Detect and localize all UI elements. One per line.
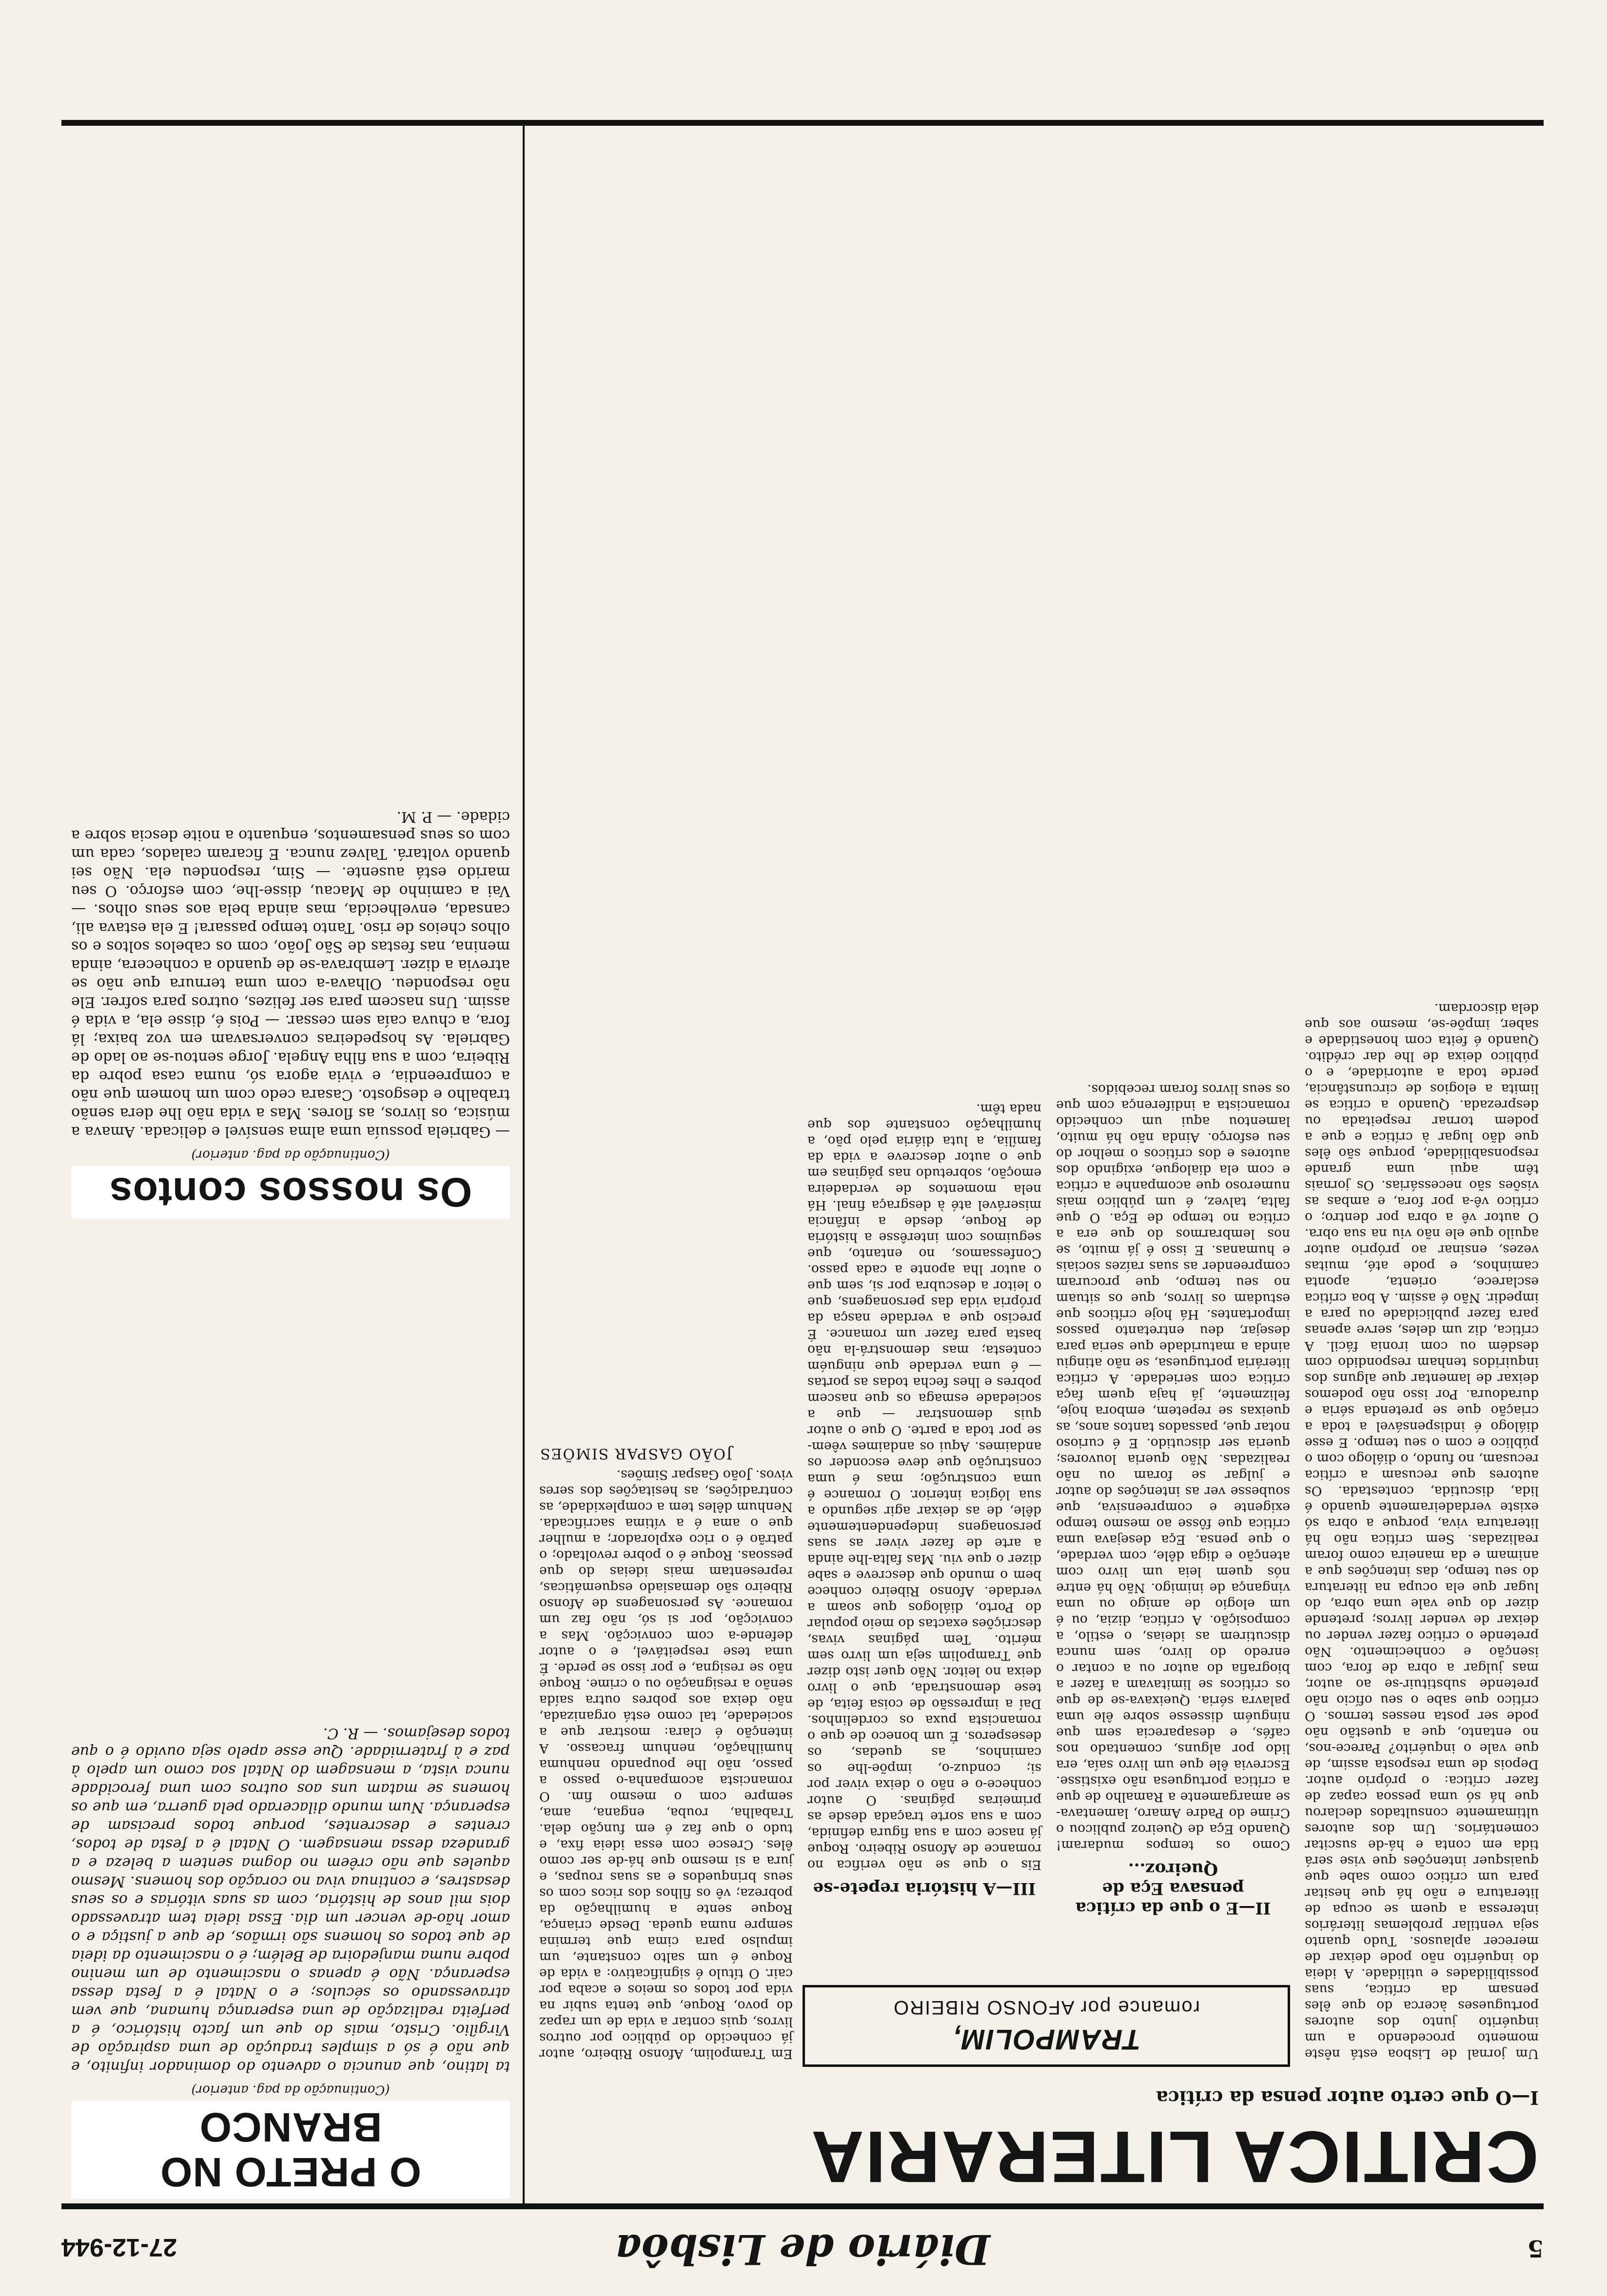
preto-no-branco-article [66,1233,510,2199]
critica-text-2: Como os tempos mudaram! Quando Eça de Queiroz publicou o Crime do Padre Amaro, lamentava-se amargamente a Ramalho de que a crítica portuguesa não existisse. Escrevia êle que um livro saía, era lido por alguns, comentado nos cafés, e desaparecia sem que ninguém dissesse sobre êle uma palavra séria. Queixava-se de que os críticos se limitavam a fazer a biografia do autor ou a contar o enredo do livro, sem nunca discutirem as ideias, o estilo, a composição. A crítica, dizia, ou é um elogio de amigo ou uma vingança de inimigo. Não há entre nós quem leia um livro com atenção e diga dêle, com verdade, o que pensa. Eça desejava uma crítica que fôsse ao mesmo tempo exigente e compreensiva, que soubesse ver as intenções do autor e julgar se foram ou não realizadas. Não queria louvores; queria ser discutido. E é curioso notar que, passados tantos anos, as queixas se repetem, embora hoje, felizmente, já haja quem faça crítica com seriedade. A crítica literária portuguesa, se não atingiu ainda a maturidade que seria para desejar, deu entretanto passos importantes. Há hoje críticos que estudam os livros, que os situam no seu tempo, que procuram compreender as suas raízes sociais e humanas. E isso é já muito, se nos lembrarmos do que era a crítica no tempo de Eça. O que falta, talvez, é um público mais numeroso que acompanhe a crítica e com ela dialogue, exigindo dos autores e dos críticos o melhor do seu esforço. Ainda não há muito, lamentou aqui um conhecido romancista a indiferença com que os seus livros foram recebidos. [1052,1082,1290,1853]
masthead [61,2213,1544,2277]
critica-column-2 [1052,122,1290,1926]
critica-header [534,2052,1539,2199]
book-box-wrapper [803,1921,1290,2067]
subhead-historia: III—A história repete-se [813,1879,1036,1898]
critica-text-3: Eis o que se não verifica no romance de Afonso Ribeiro. Roque já nasce com a sua figura definida, com a sua sorte traçada desde as primeiras páginas. O autor conhece-o e não o deixa viver por si; conduz-o, impõe-lhe os caminhos, as quedas, os desesperos. É um boneco de que o romancista puxa os cordelinhos. Daí a impressão de coisa feita, de tese demonstrada, que o livro deixa no leitor. Não quer isto dizer que Trampolim seja um livro sem mérito. Tem páginas vivas, descrições exactas do meio popular do Porto, diálogos que soam a verdade. Afonso Ribeiro conhece bem o mundo que descreve e sabe dizer o que viu. Mas falta-lhe ainda a arte de fazer viver as suas personagens independentemente dêle, de as deixar agir segundo a sua lógica interior. O romance é uma construção; mas é uma construção que deve esconder os andaimes. Aqui os andaimes vêem-se por toda a parte. O que o autor quis demonstrar — que a sociedade esmaga os que nascem pobres e lhes fecha todas as portas — é uma verdade que ninguém contesta; mas demonstrá-la não basta para fazer um romance. É preciso que a verdade nasça da própria vida das personagens, que o leitor a descubra por si, sem que o autor lha aponte a cada passo. Confessamos, no entanto, que seguimos com interêsse a história de Roque, desde a infância miserável até à desgraça final. Há nela momentos de verdadeira emoção, sobretudo nas páginas em que o autor descreve a vida da família, a luta diária pelo pão, a humilhação constante dos que nada têm. [803,1101,1041,1872]
top-rule [61,2203,1544,2209]
contos-continuation: (Continuação da pag. anterior) [191,1148,390,1162]
contos-headline: Os nossos contos [71,1166,510,1219]
nossos-contos-article [66,132,510,1219]
book-title-box [803,1985,1290,2067]
critica-headline: I—O que certo autor pensa da crítica [1156,2087,1539,2109]
book-byline: romance por AFONSO RIBEIRO [893,1997,1200,2018]
critica-text-4: Em Trampolim, Afonso Ribeiro, autor já conhecido do público por outros livros, quis contar a vida de um rapaz do povo, Roque, que tenta subir na vida por todos os meios e acaba por cair. O título é significativo: a vida de Roque é um salto constante, um impulso para cima que termina sempre numa queda. Desde criança, Roque sente a humilhação da pobreza; vê os filhos dos ricos com os seus brinquedos e as suas roupas, e jura a si mesmo que há-de ser como êles. Cresce com essa ideia fixa, e tudo o que faz é em função dela. Trabalha, rouba, engana, ama, sempre com o mesmo fim. O romancista acompanha-o passo a passo, não lhe poupando nenhuma humilhação, nenhum fracasso. A intenção é clara: mostrar que a sociedade, tal como está organizada, não deixa aos pobres outra saída senão a resignação ou o crime. Roque não se resigna, e por isso se perde. É uma tese respeitável, e o autor defende-a com convicção. Mas a convicção, por si só, não faz um romance. As personagens de Afonso Ribeiro são demasiado esquemáticas, representam mais ideias do que pessoas. Roque é o pobre revoltado; o patrão é o rico explorador; a mulher que o ama é a vítima sacrificada. Nenhum dêles tem a complexidade, as contradições, as hesitações dos seres vivos. João Gaspar Simões. [535,1467,793,2062]
preto-continuation: (Continuação da pag. anterior) [191,2082,390,2097]
issue-date: 27-12-944 [61,2233,177,2261]
critica-column-1 [1300,0,1539,2062]
subhead-eca: II—E o que da crítica pensava Eça de Queiroz... [1075,1859,1271,1918]
critica-signature: JOÃO GASPAR SIMÕES [539,1445,732,1462]
page-number: 5 [1527,2235,1544,2262]
section-title: CRITICA LITERARIA [809,2116,1539,2198]
bottom-rule [61,120,1544,126]
critica-column-4 [535,15,793,2062]
preto-headline: O PRETO NO BRANCO [71,2101,510,2199]
critica-column-3 [803,0,1041,1906]
preto-text: ta latino, que anuncia o advento do dominador infinito, e que não é só a simples tradução de uma aspiração de Virgílio. Cristo, mais do que um facto histórico, é a perfeita realização de uma esperança humana, que vem atravessando os séculos; e o Natal é a festa dessa esperança. Não é apenas o nascimento de um menino pobre numa manjedoira de Belém; é o nascimento da ideia de que todos os homens são irmãos, de que a justiça e o amor hão-de vencer um dia. Essa ideia tem atravessado dois mil anos de história, com as suas vitórias e os seus desastres, e continua viva no coração dos homens. Mesmo aqueles que não crêem no dogma sentem a beleza e a grandeza dessa mensagem. O Natal é a festa de todos, crentes e descrentes, porque todos precisam de esperança. Num mundo dilacerado pela guerra, em que os homens se matam uns aos outros com uma ferocidade nunca vista, a mensagem do Natal soa como um apelo à paz e à fraternidade. Que esse apelo seja ouvido é o que todos desejamos. — R. C. [66,1725,510,2075]
newspaper-title: Diário de Lisbôa [615,2225,990,2274]
column-divider [523,126,525,2203]
contos-text: — Gabriela possuía uma alma sensível e delicada. Amava a música, os livros, as flores. Mas a vida não lhe dera senão trabalho e desgosto. Casara cedo com um homem que não a compreendia, e vivia agora só, numa casa pobre da Ribeira, com a sua filha Angela. Jorge sentou-se ao lado de Gabriela. As hospedeiras conversavam em voz baixa; lá fora, a chuva caía sem cessar. — Pois é, disse ela, a vida é assim. Uns nascem para ser felizes, outros para sofrer. Ele não respondeu. Olhava-a com uma ternura que não se atrevia a dizer. Lembrava-se de quando a conhecera, ainda menina, nas festas de São João, com os cabelos soltos e os olhos cheios de riso. Tanto tempo passara! E ela estava ali, cansada, envelhecida, mas ainda bela aos seus olhos. — Vai a caminho de Macau, disse-lhe, com esforço. O seu marido está ausente. — Sim, respondeu ela. Não sei quando voltará. Talvez nunca. E ficaram calados, cada um com os seus pensamentos, enquanto a noite descia sobre a cidade. — P. M. [66,808,510,1140]
critica-text-1: Um jornal de Lisboa está nêste momento procedendo a um inquérito junto dos autores portugueses àcerca do que êles pensam da crítica, suas possibilidades e utilidade. A ideia do inquérito não pode deixar de merecer aplausos. Tudo quanto seja ventilar problemas literários interessa a quem se ocupa de literatura e não há que hesitar para um crítico como sabe que quaisquer intenções que vise será tida em conta e há-de suscitar comentários. Um dos autores ultimamente consultados declarou que há só uma pessoa capaz de fazer crítica: o próprio autor. Depois de uma resposta assim, de que vale o inquérito? Parece-nos, no entanto, que a questão não pode ser posta nesses termos. O crítico que sabe o seu ofício não pretende substituir-se ao autor, mas julgar a obra de fora, com isenção e conhecimento. Não pretende o crítico fazer vender ou deixar de vender livros; pretende dizer do que vale uma obra, do lugar que ela ocupa na literatura do seu tempo, das intenções que a animam e da maneira como foram realizadas. Sem crítica não há literatura viva, porque a obra só existe verdadeiramente quando é lida, discutida, contestada. Os autores que recusam a crítica recusam, no fundo, o diálogo com o público e com o seu tempo. E esse diálogo é indispensável a toda a criação que se pretenda séria e duradoura. Por isso não podemos deixar de lamentar que alguns dos inquiridos tenham respondido com desdém ou com ironia fácil. A crítica, diz um deles, serve apenas para fazer publicidade ou para a impedir. Não é assim. A boa crítica esclarece, orienta, aponta caminhos, e pode até, muitas vezes, ensinar ao próprio autor aquilo que ele não viu na sua obra. O autor vê a obra por dentro; o crítico vê-a por fora, e ambas as visões são necessárias. Os jornais têm aqui uma grande responsabilidade, porque são êles que dão lugar à crítica e que a podem tornar respeitada ou desprezada. Quando a crítica se limita a elogios de circunstância, perde toda a autoridade, e o público deixa de lhe dar crédito. Quando é feita com honestidade e saber, impõe-se, mesmo aos que dela discordam. [1300,1001,1539,2062]
book-title: TRAMPOLIM, [952,2024,1141,2055]
